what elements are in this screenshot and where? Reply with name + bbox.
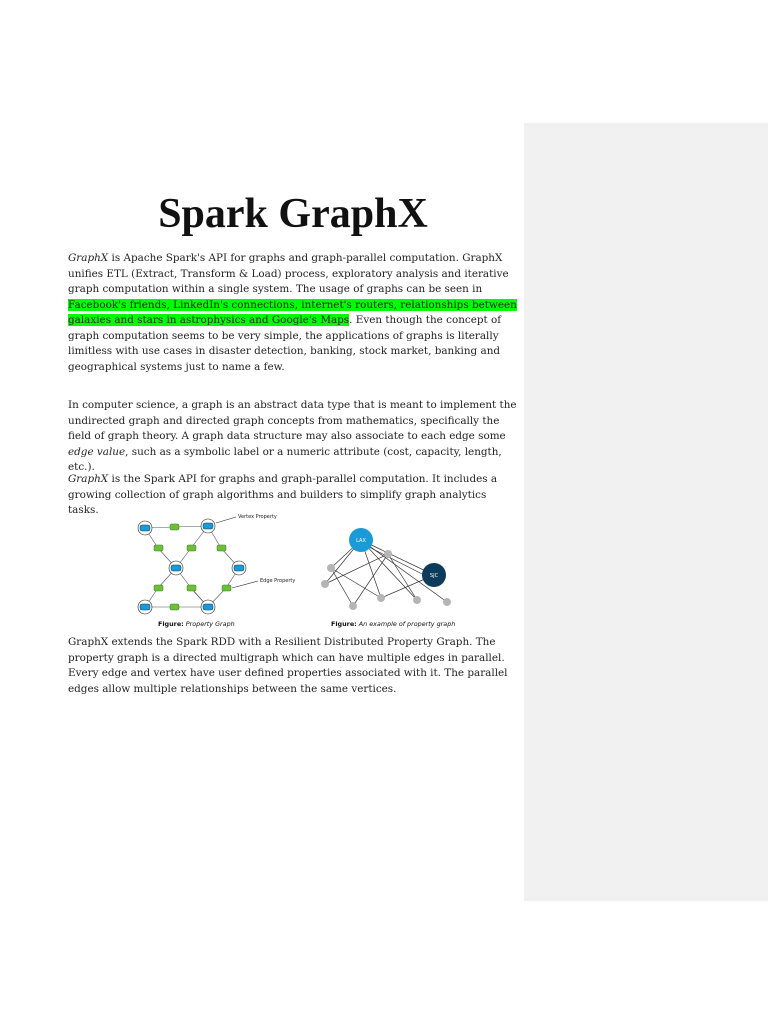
page-title: Spark GraphX xyxy=(158,191,428,237)
paragraph-intro xyxy=(68,251,520,375)
api-text: is the Spark API for graphs and graph-parallel computation. It includes a growing collection of graph algorithms and builders to simplify graph analytics tasks. xyxy=(68,473,498,516)
figure-caption-example-graph: Figure: An example of property graph xyxy=(331,620,456,628)
sjc-node-label: SJC xyxy=(429,573,439,579)
paragraph-definition xyxy=(68,398,520,476)
graphx-emphasis: GraphX xyxy=(68,252,109,264)
figure-caption-property-graph: Figure: Property Graph xyxy=(158,620,235,628)
property-graph-figure xyxy=(130,510,315,630)
intro-text: is Apache Spark's API for graphs and graph-parallel computation. GraphX unifies ETL (Extract, Transform & Load) process, exploratory analysis and iterative graph computation within a single system. The usage of graphs can be seen in xyxy=(68,252,509,295)
example-property-graph-figure xyxy=(315,518,460,630)
definition-text-end: , such as a symbolic label or a numeric attribute (cost, capacity, length, etc.). xyxy=(68,445,502,473)
highlighted-text[interactable]: Facebook's friends, LinkedIn's connections, internet's routers, relationships between galaxies and stars in astrophysics and Google's Maps xyxy=(68,298,517,326)
intro-text-continued: . Even though the concept of graph computation seems to be very simple, the applications of graphs is literally limitless with use cases in disaster detection, banking, stock market, banking and geographical systems just to name a few. xyxy=(68,314,502,373)
edge-value-emphasis: edge value xyxy=(68,445,126,458)
graphx-emphasis-2: GraphX xyxy=(68,473,109,485)
definition-text: In computer science, a graph is an abstract data type that is meant to implement the undirected graph and directed graph concepts from mathematics, specifically the field of graph theory. A graph data structure may also associate to each edge some xyxy=(68,399,517,442)
lax-node-label: LAX xyxy=(356,538,366,544)
vertex-property-label: Vertex Property xyxy=(238,514,277,520)
paragraph-rdd: GraphX extends the Spark RDD with a Resilient Distributed Property Graph. The property graph is a directed multigraph which can have multiple edges in parallel. Every edge and vertex have user defined properties associated with it. The parallel edges allow multiple relationships between the same vertices. xyxy=(68,636,508,695)
comment-pane xyxy=(524,123,768,901)
edge-property-label: Edge Property xyxy=(260,578,296,584)
